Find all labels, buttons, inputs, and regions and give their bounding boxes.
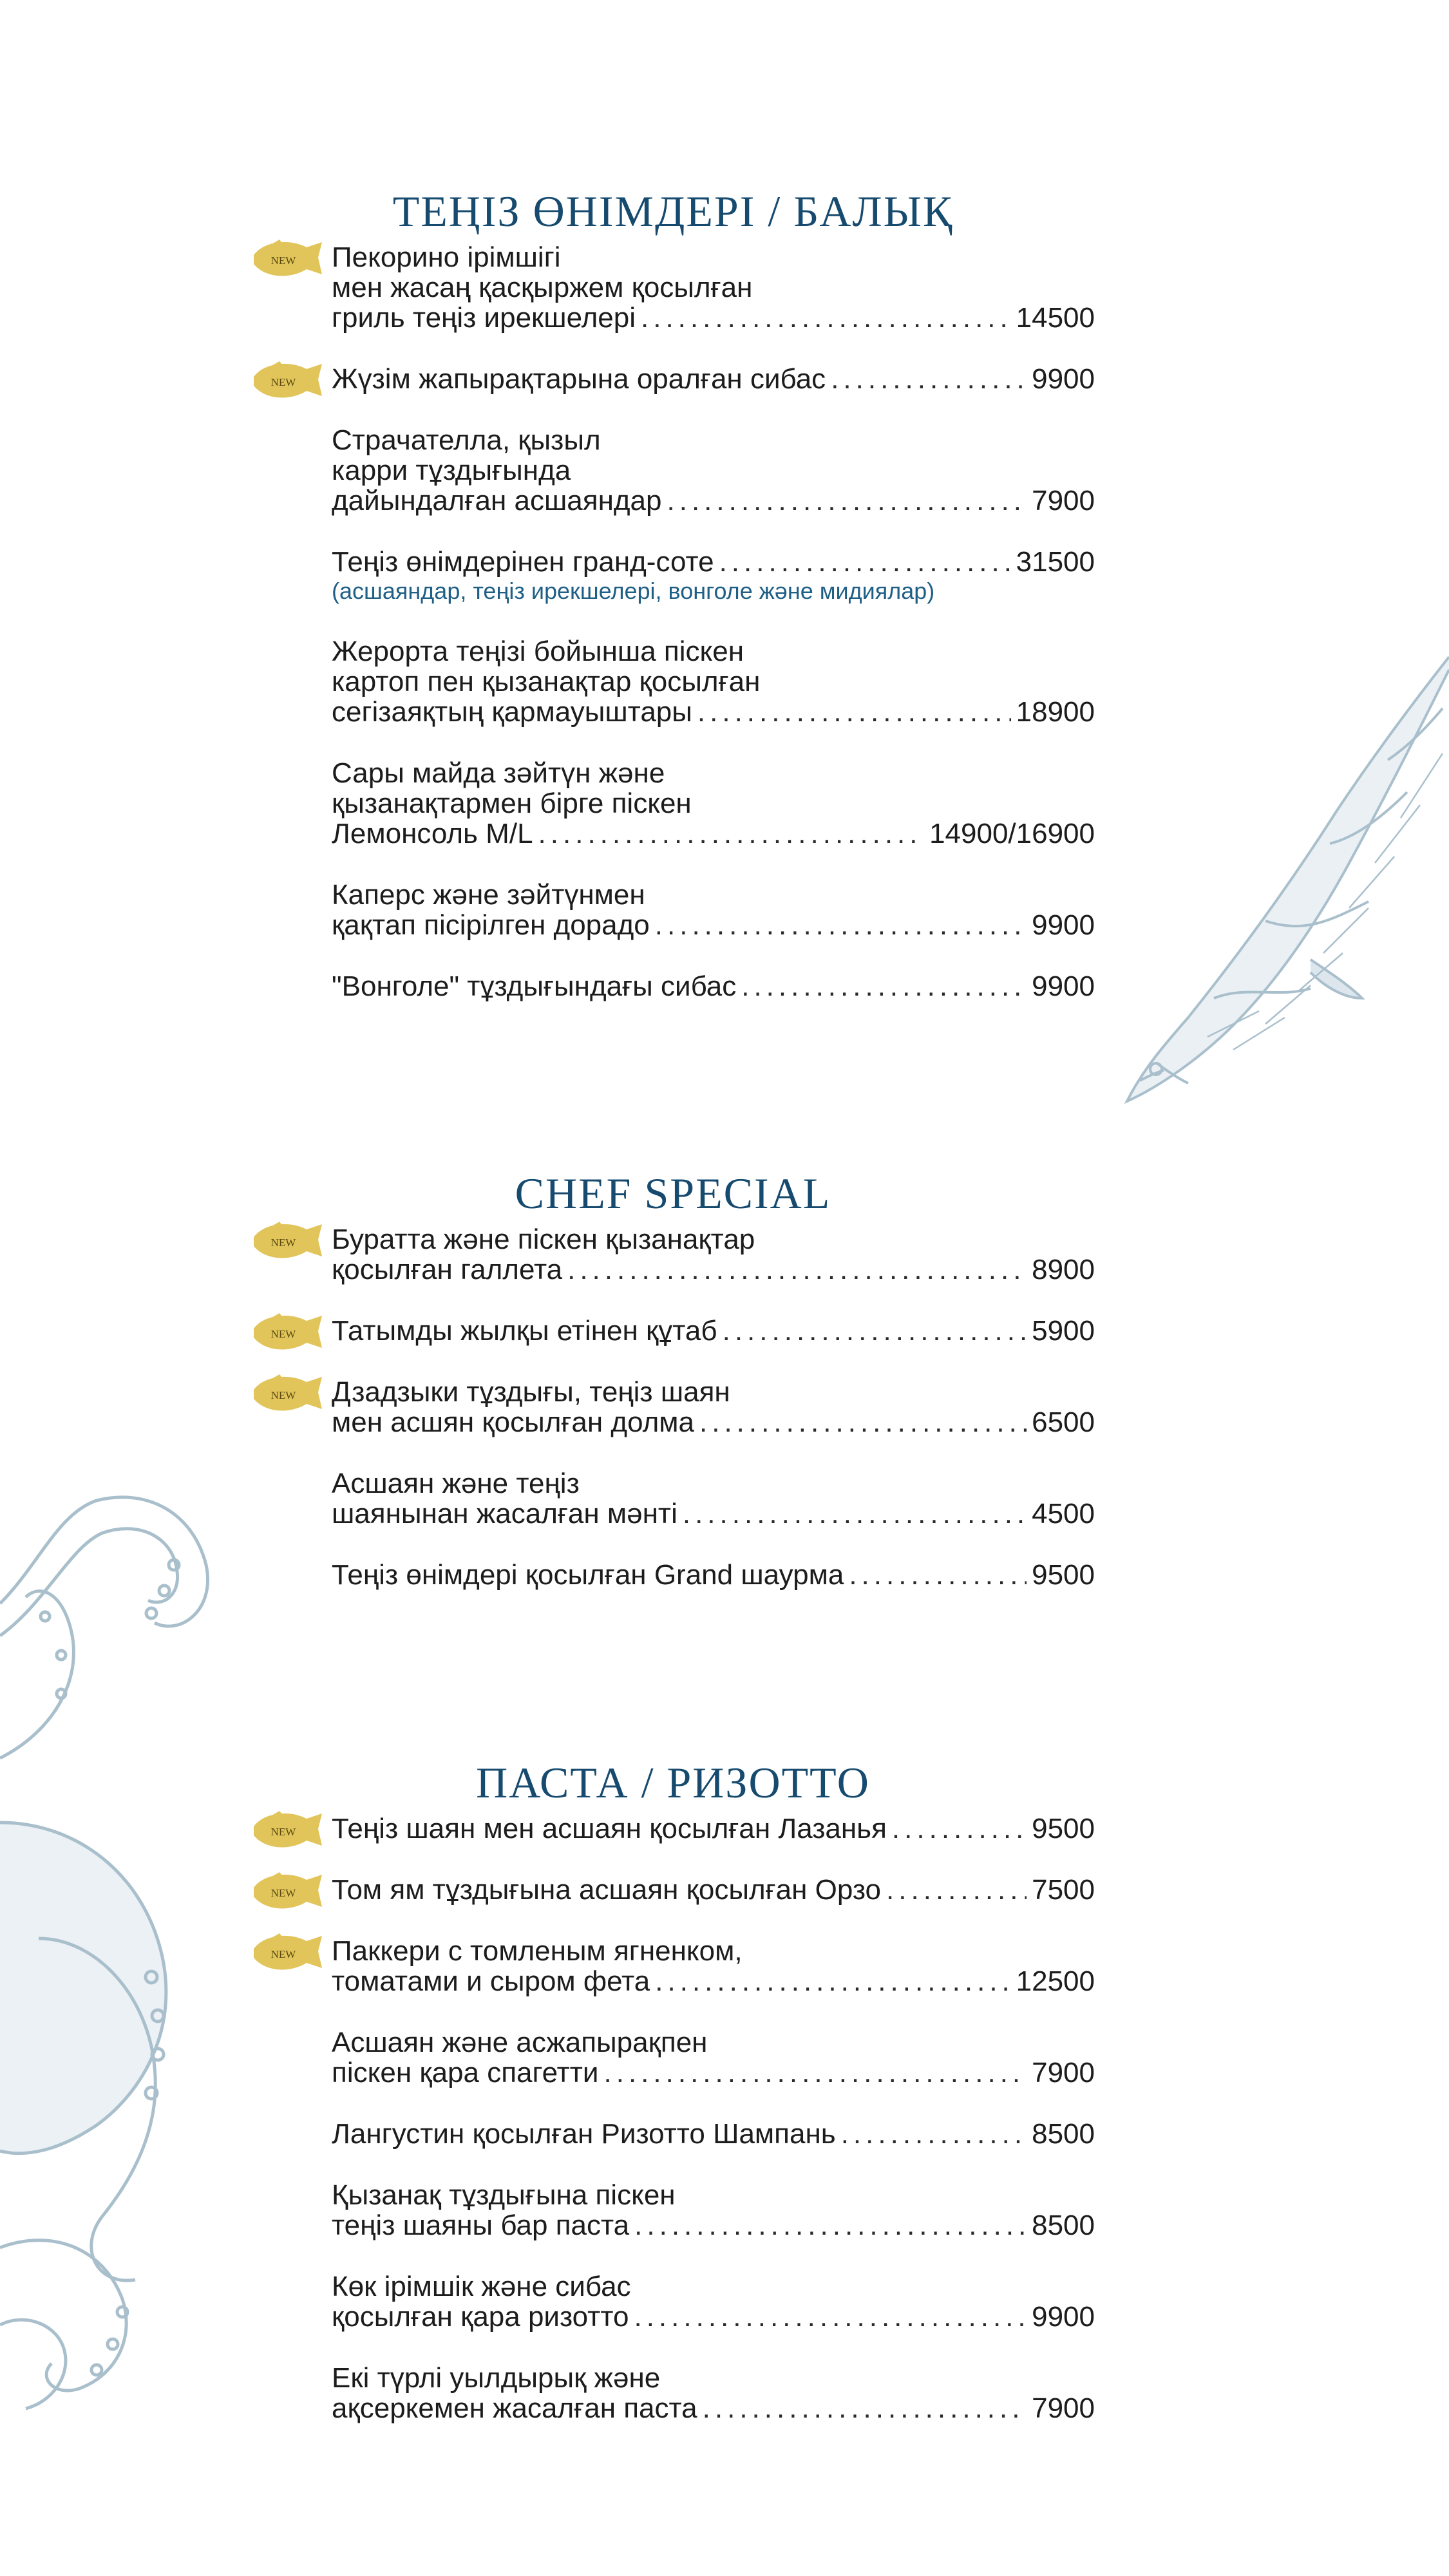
leader-dots bbox=[892, 1814, 1027, 1844]
dish-name-line: Страчателла, қызыл bbox=[332, 425, 601, 455]
menu-item bbox=[251, 2271, 1095, 2332]
dish-name-line: ақсеркемен жасалған паста bbox=[332, 2393, 697, 2423]
leader-dots bbox=[699, 1407, 1027, 1437]
dish-price: 6500 bbox=[1032, 1407, 1095, 1437]
dish-name-line: Сары майда зәйтүн және bbox=[332, 758, 665, 788]
dish-price: 4500 bbox=[1032, 1499, 1095, 1529]
dish-name-line: Лемонсоль M/L bbox=[332, 819, 533, 849]
dish-price: 8900 bbox=[1032, 1255, 1095, 1285]
menu-item bbox=[251, 636, 1095, 727]
dish-name-line: Теңіз өнімдері қосылған Grand шаурма bbox=[332, 1560, 844, 1590]
dish-name-line: Дзадзыки тұздығы, теңіз шаян bbox=[332, 1377, 730, 1407]
new-badge-icon bbox=[251, 360, 323, 402]
new-badge-icon bbox=[251, 1373, 323, 1416]
dish-name-line: Пекорино ірімшігі bbox=[332, 242, 561, 272]
leader-dots bbox=[683, 1499, 1027, 1529]
dish-name-line: қақтап пісірілген дорадо bbox=[332, 910, 650, 940]
svg-text:NEW: NEW bbox=[270, 1826, 296, 1838]
menu-item bbox=[251, 2027, 1095, 2088]
svg-text:NEW: NEW bbox=[270, 1948, 296, 1960]
dish-name-line: дайындалған асшаяндар bbox=[332, 486, 662, 516]
menu-item bbox=[251, 547, 1095, 605]
section-seafood-fish bbox=[251, 180, 1095, 1001]
menu-item bbox=[251, 425, 1095, 516]
leader-dots bbox=[831, 364, 1027, 394]
leader-dots bbox=[741, 971, 1027, 1001]
leader-dots bbox=[697, 697, 1011, 727]
dish-price: 9900 bbox=[1032, 910, 1095, 940]
dish-price: 31500 bbox=[1016, 547, 1095, 577]
section-chef-special bbox=[251, 1162, 1095, 1590]
leader-dots bbox=[719, 547, 1011, 577]
dish-name-line: сегізаяқтың қармауыштары bbox=[332, 697, 692, 727]
dish-name-line: қосылған қара ризотто bbox=[332, 2302, 629, 2332]
dish-name-line: Көк ірімшік және сибас bbox=[332, 2271, 631, 2302]
new-badge-icon bbox=[251, 1932, 323, 1975]
dish-name-line: теңіз шаяны бар паста bbox=[332, 2210, 630, 2240]
dish-price: 9500 bbox=[1032, 1560, 1095, 1590]
dish-name-line: піскен қара спагетти bbox=[332, 2058, 599, 2088]
dish-name-line: Теңіз өнімдерінен гранд-соте bbox=[332, 547, 714, 577]
leader-dots bbox=[567, 1255, 1027, 1285]
dish-name-line: мен жасаң қасқыржем қосылған bbox=[332, 272, 753, 303]
new-badge-icon bbox=[251, 1220, 323, 1263]
menu-item bbox=[251, 1936, 1095, 1996]
dish-price: 7900 bbox=[1032, 2058, 1095, 2088]
dish-name-line: Қызанақ тұздығына піскен bbox=[332, 2180, 676, 2210]
leader-dots bbox=[849, 1560, 1027, 1590]
dish-price: 7900 bbox=[1032, 486, 1095, 516]
menu-item bbox=[251, 364, 1095, 394]
dish-price: 12500 bbox=[1016, 1966, 1095, 1996]
menu-item bbox=[251, 1468, 1095, 1529]
dish-name-line: Паккери с томленым ягненком, bbox=[332, 1936, 743, 1966]
new-badge-icon bbox=[251, 1871, 323, 1913]
leader-dots bbox=[723, 1316, 1027, 1346]
dish-name-line: Каперс және зәйтүнмен bbox=[332, 880, 645, 910]
dish-name-line: Екі түрлі уылдырық және bbox=[332, 2363, 661, 2393]
menu-item bbox=[251, 1875, 1095, 1905]
menu-items-list bbox=[251, 242, 1095, 1001]
svg-text:NEW: NEW bbox=[270, 1328, 296, 1340]
new-badge-icon bbox=[251, 238, 323, 281]
menu-item bbox=[251, 1316, 1095, 1346]
menu-item bbox=[251, 1224, 1095, 1285]
dish-price: 8500 bbox=[1032, 2119, 1095, 2149]
dish-price: 9900 bbox=[1032, 2302, 1095, 2332]
dish-name-line: томатами и сыром фета bbox=[332, 1966, 650, 1996]
menu-item bbox=[251, 2180, 1095, 2240]
dish-name-line: Теңіз шаян мен асшаян қосылған Лазанья bbox=[332, 1814, 887, 1844]
dish-name-line: Лангустин қосылған Ризотто Шампань bbox=[332, 2119, 836, 2149]
svg-text:NEW: NEW bbox=[270, 1887, 296, 1899]
dish-price: 7500 bbox=[1032, 1875, 1095, 1905]
menu-item bbox=[251, 880, 1095, 940]
leader-dots bbox=[641, 303, 1011, 333]
svg-text:NEW: NEW bbox=[270, 254, 296, 267]
fish-illustration bbox=[1117, 650, 1449, 1114]
leader-dots bbox=[655, 910, 1027, 940]
dish-name-line: шаянынан жасалған мәнті bbox=[332, 1499, 677, 1529]
section-pasta-risotto bbox=[251, 1752, 1095, 2423]
section-title: ПАСТА / РИЗОТТО bbox=[476, 1758, 870, 1807]
svg-text:NEW: NEW bbox=[270, 1389, 296, 1401]
new-badge-icon bbox=[251, 1312, 323, 1354]
menu-item bbox=[251, 2119, 1095, 2149]
section-title: ТЕҢІЗ ӨНІМДЕРІ / БАЛЫҚ bbox=[392, 187, 954, 236]
dish-price: 14900/16900 bbox=[929, 819, 1095, 849]
dish-price: 9900 bbox=[1032, 364, 1095, 394]
menu-items-list bbox=[251, 1224, 1095, 1590]
leader-dots bbox=[655, 1966, 1010, 1996]
leader-dots bbox=[886, 1875, 1027, 1905]
menu-item bbox=[251, 242, 1095, 333]
dish-name-line: "Вонголе" тұздығындағы сибас bbox=[332, 971, 737, 1001]
leader-dots bbox=[667, 486, 1027, 516]
leader-dots bbox=[634, 2210, 1027, 2240]
dish-name-line: Жерорта теңізі бойынша піскен bbox=[332, 636, 744, 667]
dish-name-line: Асшаян және теңіз bbox=[332, 1468, 580, 1499]
dish-name-line: қосылған галлета bbox=[332, 1255, 563, 1285]
dish-price: 18900 bbox=[1016, 697, 1095, 727]
leader-dots bbox=[604, 2058, 1027, 2088]
dish-name-line: мен асшян қосылған долма bbox=[332, 1407, 694, 1437]
dish-name-line: карри тұздығында bbox=[332, 455, 571, 486]
dish-price: 5900 bbox=[1032, 1316, 1095, 1346]
menu-item bbox=[251, 1814, 1095, 1844]
dish-name-line: картоп пен қызанақтар қосылған bbox=[332, 667, 761, 697]
leader-dots bbox=[703, 2393, 1027, 2423]
svg-text:NEW: NEW bbox=[270, 1236, 296, 1249]
dish-price: 9500 bbox=[1032, 1814, 1095, 1844]
leader-dots bbox=[538, 819, 925, 849]
dish-name-line: Том ям тұздығына асшаян қосылған Орзо bbox=[332, 1875, 882, 1905]
section-title: CHEF SPECIAL bbox=[515, 1169, 831, 1218]
svg-text:NEW: NEW bbox=[270, 376, 296, 388]
dish-name-line: Асшаян және асжапырақпен bbox=[332, 2027, 708, 2058]
dish-price: 8500 bbox=[1032, 2210, 1095, 2240]
menu-item bbox=[251, 971, 1095, 1001]
new-badge-icon bbox=[251, 1810, 323, 1852]
menu-item bbox=[251, 1560, 1095, 1590]
leader-dots bbox=[841, 2119, 1027, 2149]
dish-note: (асшаяндар, теңіз ирекшелері, вонголе және мидиялар) bbox=[332, 578, 935, 604]
menu-items-list bbox=[251, 1814, 1095, 2423]
dish-name-line: қызанақтармен бірге піскен bbox=[332, 788, 692, 819]
menu-item bbox=[251, 758, 1095, 849]
dish-name-line: Татымды жылқы етінен құтаб bbox=[332, 1316, 717, 1346]
dish-price: 9900 bbox=[1032, 971, 1095, 1001]
dish-name-line: Жүзім жапырақтарына оралған сибас bbox=[332, 364, 826, 394]
dish-price: 7900 bbox=[1032, 2393, 1095, 2423]
leader-dots bbox=[634, 2302, 1027, 2332]
menu-item bbox=[251, 2363, 1095, 2423]
dish-name-line: Буратта және піскен қызанақтар bbox=[332, 1224, 755, 1255]
octopus-illustration bbox=[0, 1488, 219, 2441]
dish-name-line: гриль теңіз ирекшелері bbox=[332, 303, 636, 333]
menu-item bbox=[251, 1377, 1095, 1437]
dish-price: 14500 bbox=[1016, 303, 1095, 333]
